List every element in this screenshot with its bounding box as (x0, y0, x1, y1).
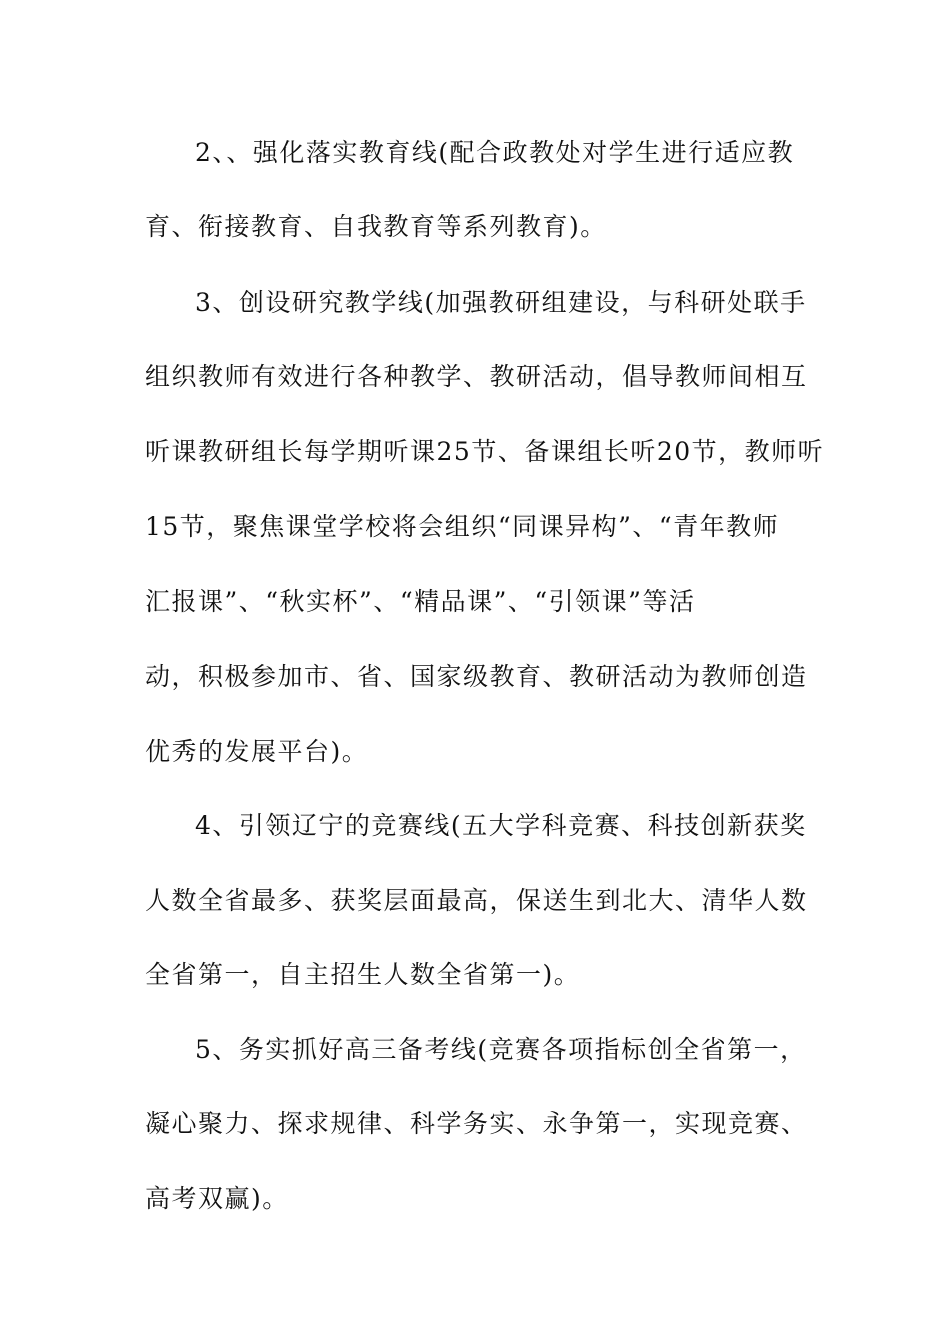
paragraph-3-line-7: 优秀的发展平台)。 (145, 737, 369, 766)
paragraph-4-line-1: 4、引领辽宁的竞赛线(五大学科竞赛、科技创新获奖 (195, 811, 807, 840)
paragraph-3-line-2: 组织教师有效进行各种教学、教研活动，倡导教师间相互 (145, 362, 808, 391)
paragraph-3-line-5: 汇报课”、“秋实杯”、“精品课”、“引领课”等活 (145, 587, 696, 616)
paragraph-5-line-3: 高考双赢)。 (145, 1184, 289, 1213)
paragraph-3-line-1: 3、创设研究教学线(加强教研组建设，与科研处联手 (195, 288, 807, 317)
paragraph-3-line-6: 动，积极参加市、省、国家级教育、教研活动为教师创造 (145, 662, 808, 691)
paragraph-3-line-3: 听课教研组长每学期听课25节、备课组长听20节，教师听 (145, 437, 825, 466)
paragraph-4-line-2: 人数全省最多、获奖层面最高，保送生到北大、清华人数 (145, 886, 808, 915)
paragraph-5-line-2: 凝心聚力、探求规律、科学务实、永争第一，实现竞赛、 (145, 1109, 808, 1138)
paragraph-2-line-2: 育、衔接教育、自我教育等系列教育)。 (145, 212, 607, 241)
paragraph-5-line-1: 5、务实抓好高三备考线(竞赛各项指标创全省第一， (195, 1035, 807, 1064)
paragraph-4-line-3: 全省第一，自主招生人数全省第一)。 (145, 960, 581, 989)
paragraph-3-line-4: 15节，聚焦课堂学校将会组织“同课异构”、“青年教师 (145, 512, 780, 541)
paragraph-2-line-1: 2、、强化落实教育线(配合政教处对学生进行适应教 (195, 138, 795, 167)
